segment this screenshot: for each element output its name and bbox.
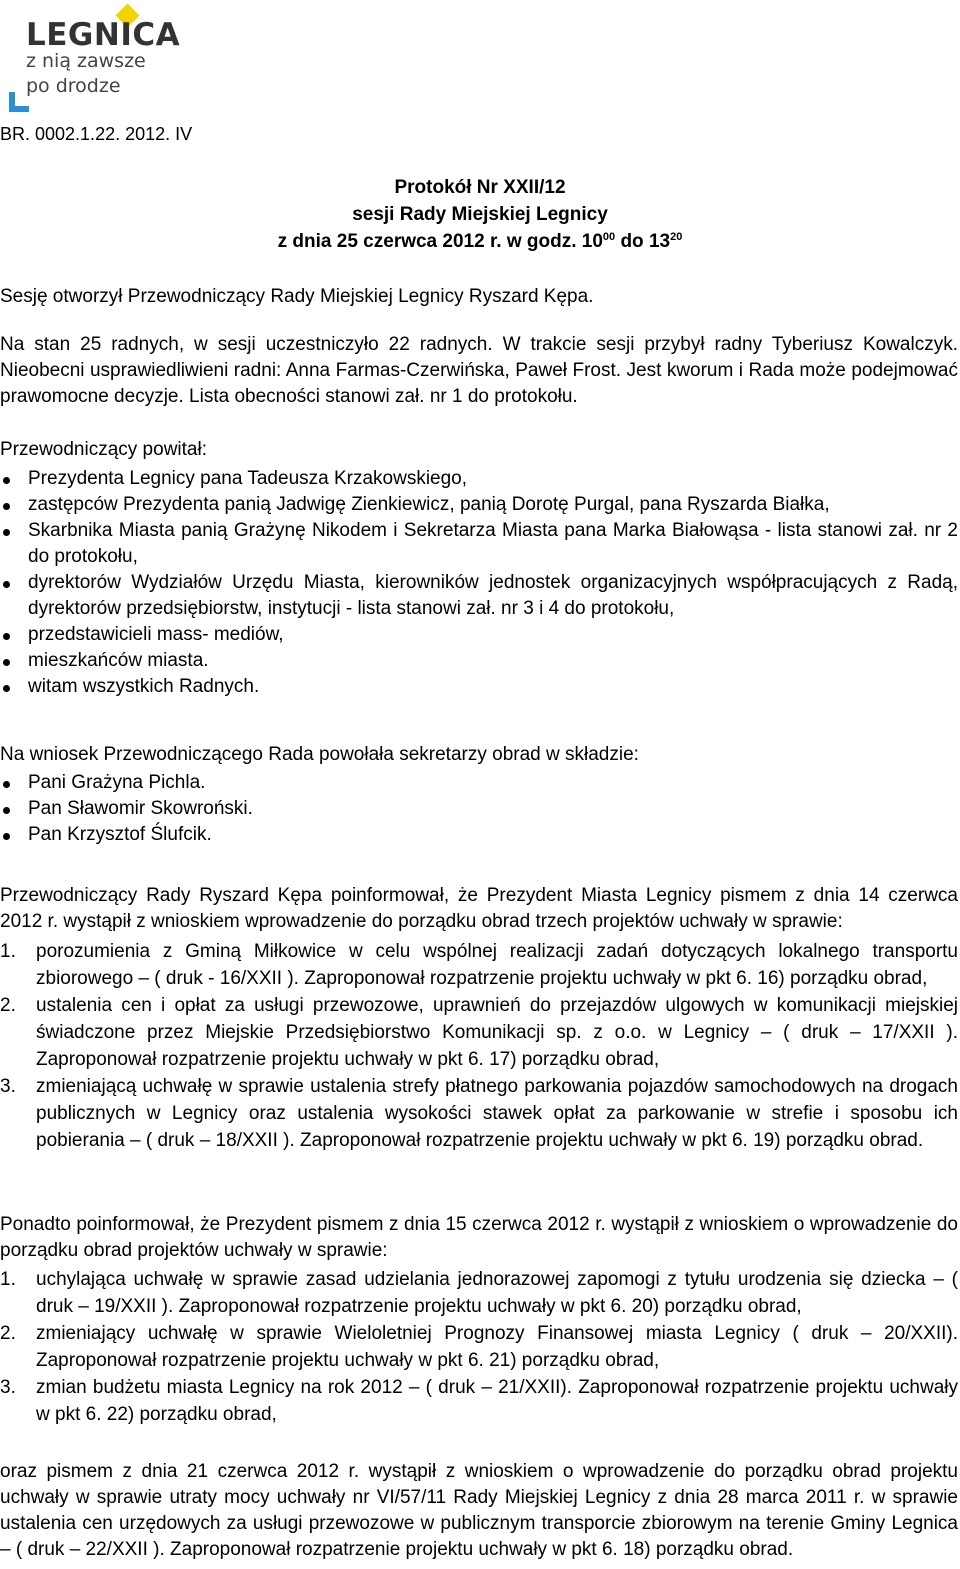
numbered-item [0,1320,958,1374]
bullet-icon [3,477,10,484]
bullet-icon [3,781,10,788]
info-2-list [0,1266,958,1428]
secretaries-list [0,770,958,848]
item-text: zmian budżetu miasta Legnicy na rok 2012 – ( druk – 21/XXII). Zaproponował rozpatrzenie projektu uchwały w pkt 6. 22) porządku obrad, [36,1377,958,1425]
greeting-item-text: zastępców Prezydenta panią Jadwigę Zienkiewicz, panią Dorotę Purgal, pana Ryszarda Białka, [28,494,830,515]
greeting-item [0,570,958,622]
item-number: 3. [0,1076,16,1097]
logo-tagline-2: po drodze [26,75,121,97]
greeting-item-text: dyrektorów Wydziałów Urzędu Miasta, kierowników jednostek organizacyjnych współpracujących z Radą, dyrektorów przedsiębiorstw, instytucji - lista stanowi zał. nr 3 i 4 do protokołu, [28,572,958,619]
numbered-item [0,1374,958,1428]
secretary-item [0,796,958,822]
item-number: 3. [0,1377,16,1398]
item-text: zmieniającą uchwałę w sprawie ustalenia strefy płatnego parkowania pojazdów samochodowych na drogach publicznych w Legnicy oraz ustalenia wysokości stawek opłat za parkowanie w strefie i sposobu ich pobierania – ( druk – 18/XXII ). Zaproponował rozpatrzenie projektu uchwały w pkt 6. 19) porządku obrad. [36,1076,958,1151]
bullet-icon [3,633,10,640]
legnica-logo [6,4,181,114]
secretary-item-text: Pani Grażyna Pichla. [28,772,206,793]
item-number: 1. [0,941,16,962]
greeting-item-text: mieszkańców miasta. [28,650,209,671]
bullet-icon [3,503,10,510]
secretary-item-text: Pan Krzysztof Ślufcik. [28,824,212,845]
greeting-item [0,622,958,648]
secretary-item [0,770,958,796]
greeting-item [0,648,958,674]
bullet-icon [3,833,10,840]
info-1-list [0,938,958,1154]
greeting-item-text: Prezydenta Legnicy pana Tadeusza Krzakowskiego, [28,468,468,489]
logo-blue-corner-base [9,106,29,112]
info-1-intro: Przewodniczący Rady Ryszard Kępa poinformował, że Prezydent Miasta Legnicy pismem z dnia 14 czerwca 2012 r. wystąpił z wnioskiem wprowadzenie do porządku obrad trzech projektów uchwały w sprawie: [0,885,958,932]
bullet-icon [3,581,10,588]
greeting-item [0,492,958,518]
greeting-item [0,518,958,570]
item-text: uchylająca uchwałę w sprawie zasad udzielania jednorazowej zapomogi z tytułu urodzenia się dziecka – ( druk – 19/XXII ). Zaproponował rozpatrzenie projektu uchwały w pkt 6. 20) porządku obrad, [36,1269,958,1317]
attendance-paragraph: Na stan 25 radnych, w sesji uczestniczyło 22 radnych. W trakcie sesji przybył radny Tyberiusz Kowalczyk. Nieobecni usprawiedliwieni radni: Anna Farmas-Czerwińska, Paweł Frost. Jest kworum i Rada może podejmować prawomocne decyzje. Lista obecności stanowi zał. nr 1 do protokołu. [0,334,958,407]
greeting-item [0,466,958,492]
secretary-item-text: Pan Sławomir Skowroński. [28,798,253,819]
bullet-icon [3,685,10,692]
item-text: zmieniający uchwałę w sprawie Wieloletniej Prognozy Finansowej miasta Legnicy ( druk – 20/XXII). Zaproponował rozpatrzenie projektu uchwały w pkt 6. 21) porządku obrad, [36,1323,958,1371]
document-reference: BR. 0002.1.22. 2012. IV [0,124,193,144]
item-number: 1. [0,1269,16,1290]
greeting-item-text: przedstawicieli mass- mediów, [28,624,284,645]
greeting-intro: Przewodniczący powitał: [0,439,207,460]
numbered-item [0,938,958,992]
greeting-item [0,674,958,700]
secretary-item [0,822,958,848]
greetings-list [0,466,958,700]
greeting-item-text: Skarbnika Miasta panią Grażynę Nikodem i Sekretarza Miasta pana Marka Białowąsa - lista stanowi zał. nr 2 do protokołu, [28,520,958,567]
item-number: 2. [0,995,16,1016]
item-number: 2. [0,1323,16,1344]
numbered-item [0,1266,958,1320]
title-line-1: Protokół Nr XXII/12 [394,177,566,198]
greeting-item-text: witam wszystkich Radnych. [28,676,260,697]
title-line-2: sesji Rady Miejskiej Legnicy [352,204,608,225]
logo-wordmark: LEGNICA [26,17,181,53]
item-text: ustalenia cen i opłat za usługi przewozowe, uprawnień do przejazdów ulgowych w komunikacji miejskiej świadczone przez Miejskie Przedsiębiorstwo Komunikacji sp. z o.o. w Legnicy – ( druk – 17/XXII ). Zaproponował rozpatrzenie projektu uchwały w pkt 6. 17) porządku obrad, [36,995,958,1070]
bullet-icon [3,807,10,814]
item-text: porozumienia z Gminą Miłkowice w celu wspólnej realizacji zadań dotyczących lokalnego transportu zbiorowego – ( druk - 16/XXII ). Zaproponował rozpatrzenie projektu uchwały w pkt 6. 16) porządku obrad, [36,941,958,989]
logo-tagline-1: z nią zawsze [26,50,146,72]
numbered-item [0,1073,958,1154]
numbered-item [0,992,958,1073]
bullet-icon [3,529,10,536]
info-3-paragraph: oraz pismem z dnia 21 czerwca 2012 r. wystąpił z wnioskiem o wprowadzenie do porządku obrad projektu uchwały w sprawie utraty mocy uchwały nr VI/57/11 Rady Miejskiej Legnicy z dnia 28 marca 2011 r. w sprawie ustalenia cen urzędowych za usługi przewozowe w publicznym transporcie zbiorowym na terenie Gminy Legnica – ( druk – 22/XXII ). Zaproponował rozpatrzenie projektu uchwały w pkt 6. 18) porządku obrad. [0,1461,958,1560]
bullet-icon [3,659,10,666]
secretaries-intro: Na wniosek Przewodniczącego Rada powołała sekretarzy obrad w składzie: [0,744,639,765]
title-line-3: z dnia 25 czerwca 2012 r. w godz. $10^{00}$ do $13^{20}$ [277,231,683,252]
info-2-intro: Ponadto poinformował, że Prezydent pismem z dnia 15 czerwca 2012 r. wystąpił z wnioskiem o wprowadzenie do porządku obrad projektów uchwały w sprawie: [0,1214,958,1261]
opening-paragraph: Sesję otworzył Przewodniczący Rady Miejskiej Legnicy Ryszard Kępa. [0,286,594,307]
